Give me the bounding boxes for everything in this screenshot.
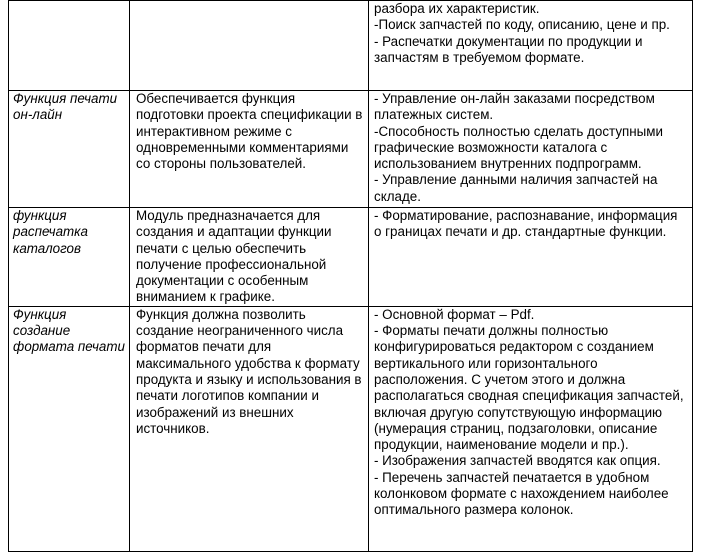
description-cell: Обеспечивается функция подготовки проекта спецификации в интерактивном режиме с одновременными комментариями со стороны пользователей.: [130, 91, 369, 208]
function-cell: функция распечатка каталогов: [9, 208, 130, 307]
table-row: [9, 306, 693, 551]
feature-item: -Поиск запчастей по коду, описанию, цене и пр.: [374, 17, 670, 33]
features-cell: [369, 306, 693, 551]
features-cell: [369, 1, 693, 91]
features-cell: [369, 91, 693, 208]
table-row: [9, 1, 693, 91]
features-cell: [369, 208, 693, 307]
table-row: [9, 208, 693, 307]
feature-item: - Управление данными наличия запчастей на складе.: [374, 172, 658, 204]
description-cell: Модуль предназначается для создания и адаптации функции печати с целью обеспечить получение профессиональной документации с особенным вниманием к графике.: [130, 208, 369, 307]
functions-table: [8, 0, 693, 552]
feature-item: - Основной формат – Pdf.: [374, 306, 535, 322]
feature-item: - Распечатки документации по продукции и запчастям в требуемом формате.: [374, 33, 643, 65]
description-cell: Функция должна позволить создание неограниченного числа форматов печати для максимального удобства к формату продукта и языку и использования в печати логотипов компании и изображений из внешних источников.: [130, 306, 369, 551]
function-cell: Функция создание формата печати: [9, 306, 130, 551]
feature-item: - Управление он-лайн заказами посредством платежных систем.: [374, 91, 655, 123]
description-cell: [130, 1, 369, 91]
feature-item: разбора их характеристик.: [374, 1, 540, 16]
function-cell: Функция печати он-лайн: [9, 91, 130, 208]
feature-item: - Перечень запчастей печатается в удобном колонковом формате с нахождением наиболее оптимального размера колонок.: [374, 469, 669, 518]
feature-item: -Способность полностью сделать доступными графические возможности каталога с использованием внутренних подпрограмм.: [374, 123, 663, 172]
function-cell: [9, 1, 130, 91]
table-row: [9, 91, 693, 208]
feature-item: - Форматирование, распознавание, информация о границах печати и др. стандартные функции.: [374, 208, 678, 240]
feature-item: - Изображения запчастей вводятся как опция.: [374, 453, 661, 469]
feature-item: - Форматы печати должны полностью конфигурироваться редактором с созданием вертикального или горизонтального расположения. С учетом этого и должна располагаться сводная спецификация запчастей, включая другую сопутствующую информацию (нумерация страниц, подзаголовки, описание продукции, наименование модели и пр.).: [374, 323, 684, 453]
